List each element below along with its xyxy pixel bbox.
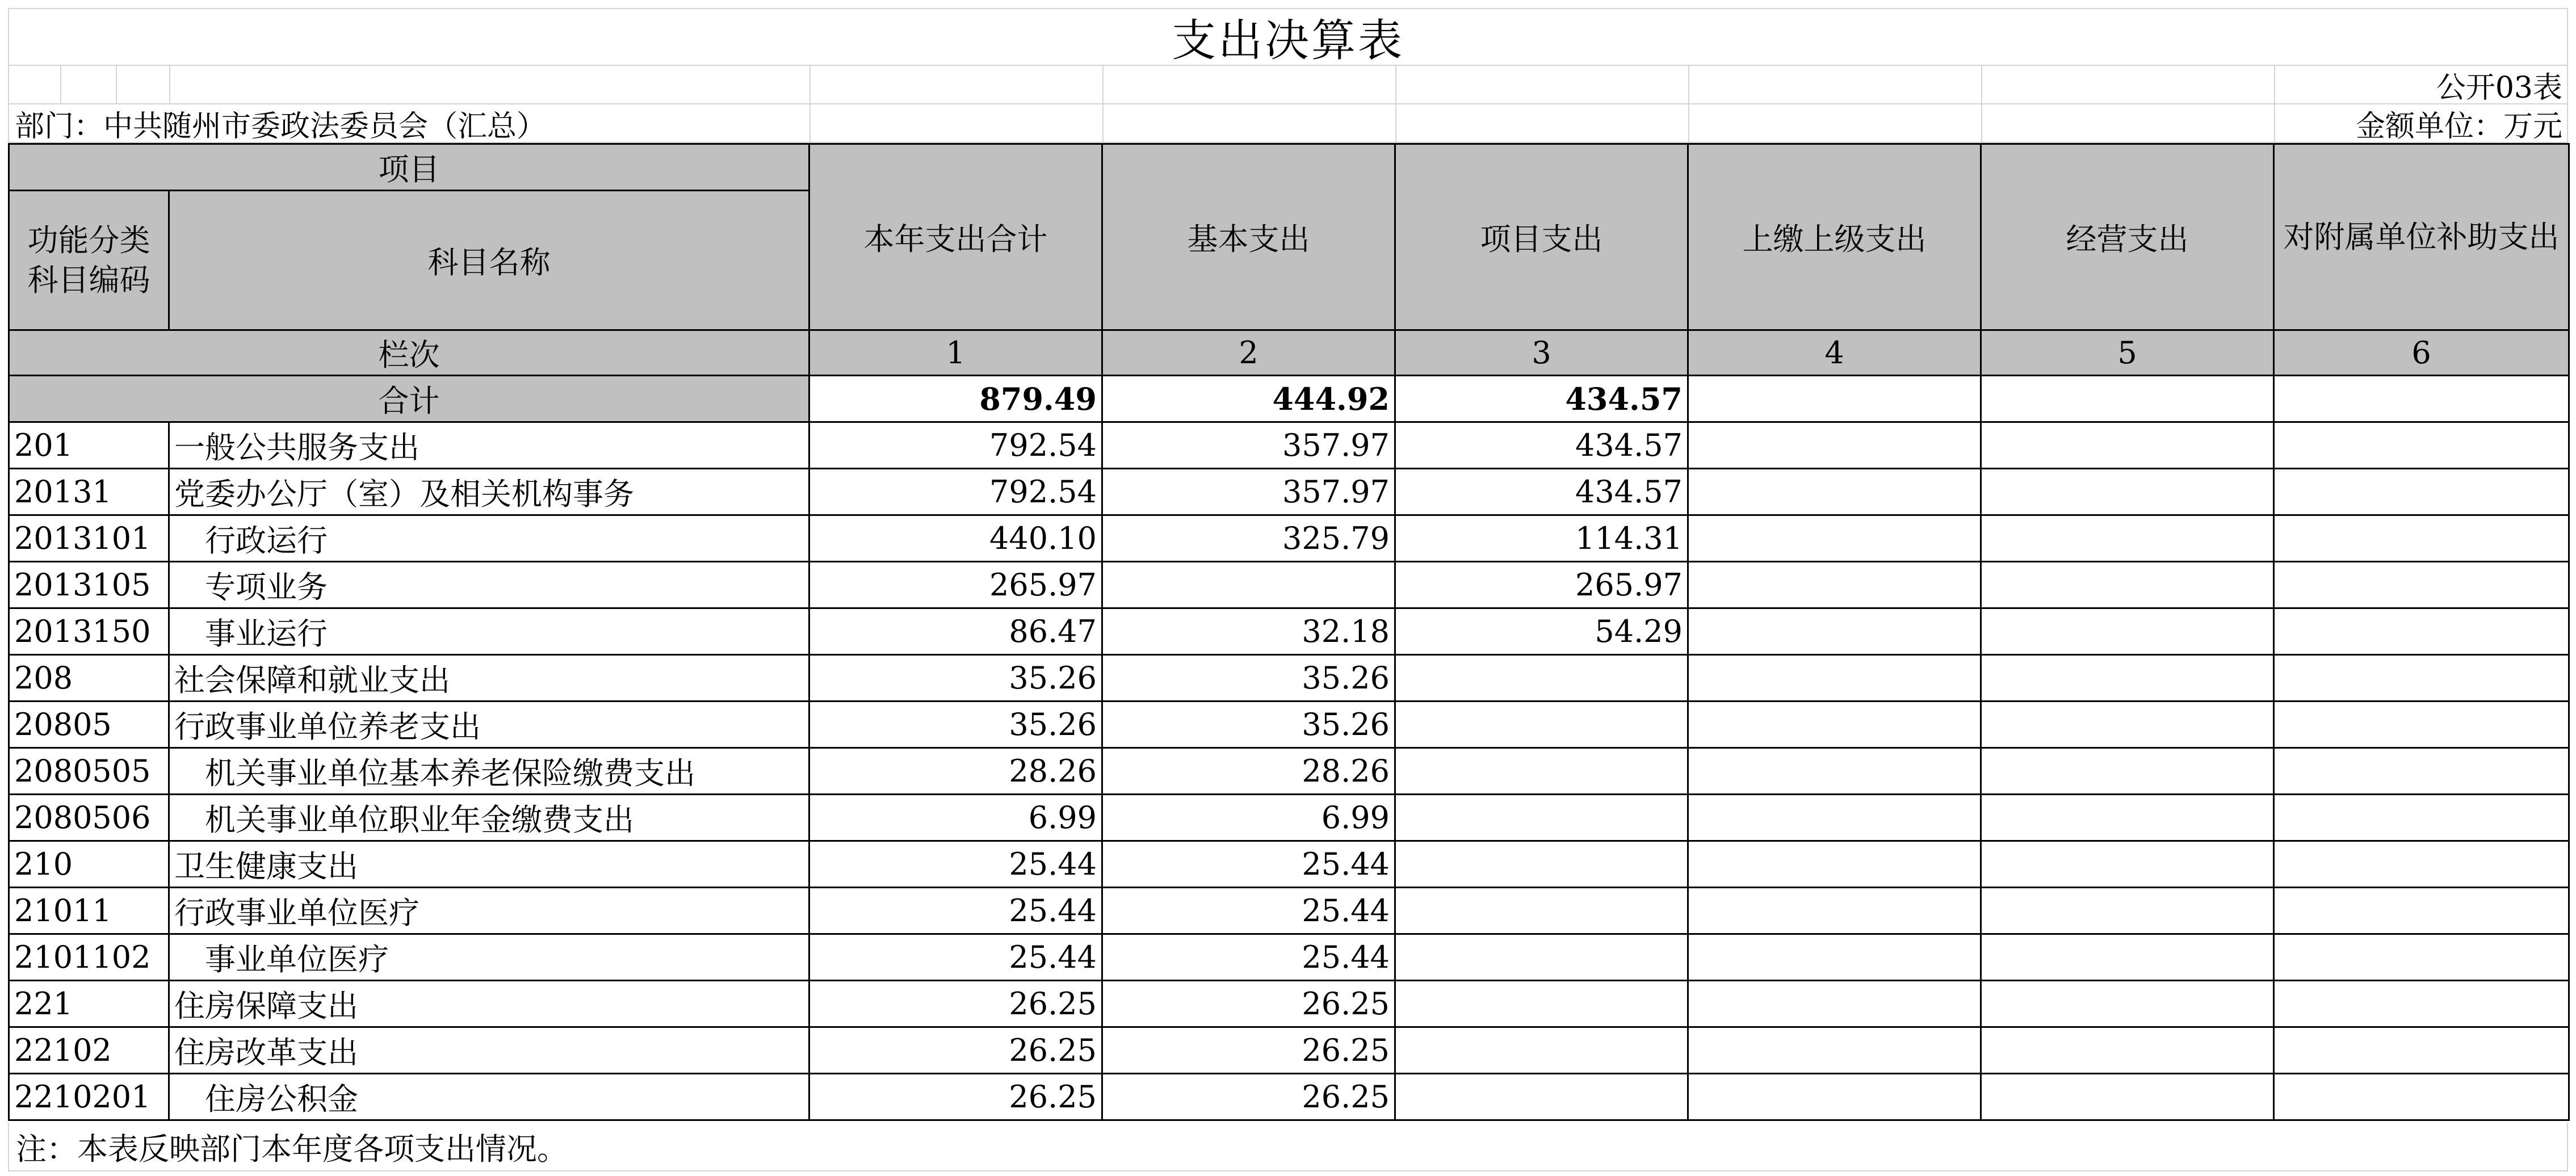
- amount-cell: [1981, 469, 2274, 515]
- amount-cell: [1981, 702, 2274, 748]
- subject-code: 2013150: [9, 608, 169, 655]
- subject-code: 210: [9, 841, 169, 888]
- amount-cell: [1688, 934, 1981, 981]
- amount-cell: 265.97: [809, 562, 1102, 608]
- subject-code: 2013101: [9, 515, 169, 562]
- amount-cell: [2274, 608, 2569, 655]
- amount-cell: 6.99: [809, 795, 1102, 841]
- subject-name: 卫生健康支出: [169, 841, 809, 888]
- amount-cell: [1395, 655, 1688, 702]
- amount-cell: 28.26: [1102, 748, 1395, 795]
- header-col-3: 项目支出: [1395, 144, 1688, 330]
- amount-cell: 325.79: [1102, 515, 1395, 562]
- amount-cell: [1688, 608, 1981, 655]
- subject-code: 20805: [9, 702, 169, 748]
- amount-cell: 792.54: [809, 422, 1102, 469]
- amount-cell: [2274, 562, 2569, 608]
- amount-unit: 金额单位：万元: [2355, 109, 2562, 144]
- department-row: [8, 104, 2568, 143]
- amount-cell: 434.57: [1395, 422, 1688, 469]
- amount-cell: 35.26: [809, 655, 1102, 702]
- subject-name: 行政运行: [169, 515, 809, 562]
- total-value: [2274, 376, 2569, 422]
- subject-name: 行政事业单位医疗: [169, 888, 809, 934]
- amount-cell: [1981, 934, 2274, 981]
- amount-cell: [2274, 702, 2569, 748]
- amount-cell: [1688, 888, 1981, 934]
- amount-cell: 357.97: [1102, 422, 1395, 469]
- amount-cell: 32.18: [1102, 608, 1395, 655]
- table-row: [9, 702, 2569, 748]
- amount-cell: 54.29: [1395, 608, 1688, 655]
- subject-code: 2210201: [9, 1074, 169, 1120]
- subject-name: 机关事业单位基本养老保险缴费支出: [169, 748, 809, 795]
- column-index: 6: [2274, 330, 2569, 376]
- amount-cell: [2274, 515, 2569, 562]
- subject-name: 行政事业单位养老支出: [169, 702, 809, 748]
- subject-name: 一般公共服务支出: [169, 422, 809, 469]
- amount-cell: [2274, 655, 2569, 702]
- column-index: 5: [1981, 330, 2274, 376]
- table-row: [9, 608, 2569, 655]
- subject-name: 专项业务: [169, 562, 809, 608]
- column-index: 2: [1102, 330, 1395, 376]
- amount-cell: [2274, 934, 2569, 981]
- amount-cell: 35.26: [1102, 655, 1395, 702]
- amount-cell: [2274, 469, 2569, 515]
- amount-cell: [1395, 1074, 1688, 1120]
- amount-cell: [1688, 562, 1981, 608]
- table-row: [9, 1074, 2569, 1120]
- total-value: 434.57: [1395, 376, 1688, 422]
- table-row: [9, 469, 2569, 515]
- amount-cell: [1395, 981, 1688, 1027]
- amount-cell: [2274, 795, 2569, 841]
- amount-cell: 440.10: [809, 515, 1102, 562]
- amount-cell: 265.97: [1395, 562, 1688, 608]
- amount-cell: [2274, 888, 2569, 934]
- subject-name: 事业运行: [169, 608, 809, 655]
- amount-cell: [1688, 469, 1981, 515]
- subject-code: 22102: [9, 1027, 169, 1074]
- subject-code: 2013105: [9, 562, 169, 608]
- header-col-5: 经营支出: [1981, 144, 2274, 330]
- amount-cell: [1688, 1074, 1981, 1120]
- amount-cell: 434.57: [1395, 469, 1688, 515]
- amount-cell: [1981, 1074, 2274, 1120]
- table-row: [9, 841, 2569, 888]
- amount-cell: 25.44: [809, 841, 1102, 888]
- amount-cell: [1688, 981, 1981, 1027]
- amount-cell: [1688, 795, 1981, 841]
- amount-cell: [1981, 515, 2274, 562]
- subject-name: 住房保障支出: [169, 981, 809, 1027]
- total-value: [1688, 376, 1981, 422]
- amount-cell: 26.25: [1102, 1027, 1395, 1074]
- amount-cell: [1395, 841, 1688, 888]
- amount-cell: [2274, 841, 2569, 888]
- form-number: 公开03表: [2436, 70, 2562, 105]
- column-index-label: 栏次: [9, 330, 809, 376]
- amount-cell: 114.31: [1395, 515, 1688, 562]
- total-label: 合计: [9, 376, 809, 422]
- amount-cell: [1102, 562, 1395, 608]
- subject-code: 221: [9, 981, 169, 1027]
- amount-cell: 357.97: [1102, 469, 1395, 515]
- table-row: [9, 934, 2569, 981]
- amount-cell: [1981, 1027, 2274, 1074]
- amount-cell: 792.54: [809, 469, 1102, 515]
- amount-cell: 26.25: [1102, 1074, 1395, 1120]
- table-row: [9, 562, 2569, 608]
- amount-cell: [2274, 422, 2569, 469]
- header-col-4: 上缴上级支出: [1688, 144, 1981, 330]
- amount-cell: [1688, 841, 1981, 888]
- subject-code: 201: [9, 422, 169, 469]
- amount-cell: [1688, 422, 1981, 469]
- total-value: 444.92: [1102, 376, 1395, 422]
- header-name: 科目名称: [169, 191, 809, 330]
- amount-cell: [1395, 795, 1688, 841]
- header-col-2: 基本支出: [1102, 144, 1395, 330]
- amount-cell: [1981, 981, 2274, 1027]
- table-row: [9, 981, 2569, 1027]
- amount-cell: [2274, 748, 2569, 795]
- header-col-1: 本年支出合计: [809, 144, 1102, 330]
- table-row: [9, 515, 2569, 562]
- header-item: 项目: [9, 144, 809, 191]
- subject-code: 20131: [9, 469, 169, 515]
- subject-name: 住房公积金: [169, 1074, 809, 1120]
- subject-code: 2080505: [9, 748, 169, 795]
- table-row: [9, 795, 2569, 841]
- column-index: 4: [1688, 330, 1981, 376]
- department-label: 部门：中共随州市委政法委员会（汇总）: [15, 109, 547, 144]
- amount-cell: [2274, 981, 2569, 1027]
- total-row: [9, 376, 2569, 422]
- table-note: 注：本表反映部门本年度各项支出情况。: [8, 1123, 2568, 1171]
- subject-code: 208: [9, 655, 169, 702]
- amount-cell: 25.44: [1102, 934, 1395, 981]
- amount-cell: 25.44: [1102, 841, 1395, 888]
- amount-cell: [1981, 655, 2274, 702]
- amount-cell: [1395, 748, 1688, 795]
- subject-code: 2080506: [9, 795, 169, 841]
- amount-cell: 26.25: [809, 981, 1102, 1027]
- amount-cell: 25.44: [809, 934, 1102, 981]
- amount-cell: [2274, 1074, 2569, 1120]
- amount-cell: [1981, 608, 2274, 655]
- subject-name: 社会保障和就业支出: [169, 655, 809, 702]
- amount-cell: [1688, 1027, 1981, 1074]
- amount-cell: 35.26: [1102, 702, 1395, 748]
- subject-name: 事业单位医疗: [169, 934, 809, 981]
- amount-cell: 25.44: [809, 888, 1102, 934]
- subject-code: 2101102: [9, 934, 169, 981]
- column-index: 1: [809, 330, 1102, 376]
- total-value: [1981, 376, 2274, 422]
- table-row: [9, 1027, 2569, 1074]
- subject-name: 党委办公厅（室）及相关机构事务: [169, 469, 809, 515]
- amount-cell: [1688, 748, 1981, 795]
- table-row: [9, 422, 2569, 469]
- amount-cell: [1981, 795, 2274, 841]
- amount-cell: [1688, 702, 1981, 748]
- amount-cell: 26.25: [1102, 981, 1395, 1027]
- header-code: 功能分类科目编码: [9, 191, 169, 330]
- table-row: [9, 888, 2569, 934]
- amount-cell: 26.25: [809, 1074, 1102, 1120]
- amount-cell: [1981, 562, 2274, 608]
- amount-cell: 26.25: [809, 1027, 1102, 1074]
- amount-cell: [2274, 1027, 2569, 1074]
- table-row: [9, 748, 2569, 795]
- form-number-row: [8, 66, 2568, 104]
- amount-cell: [1981, 748, 2274, 795]
- amount-cell: 25.44: [1102, 888, 1395, 934]
- amount-cell: [1688, 515, 1981, 562]
- amount-cell: [1395, 702, 1688, 748]
- amount-cell: 28.26: [809, 748, 1102, 795]
- total-value: 879.49: [809, 376, 1102, 422]
- amount-cell: [1981, 841, 2274, 888]
- amount-cell: 6.99: [1102, 795, 1395, 841]
- header-col-6: 对附属单位补助支出: [2274, 144, 2569, 330]
- subject-name: 住房改革支出: [169, 1027, 809, 1074]
- column-index: 3: [1395, 330, 1688, 376]
- page-title: 支出决算表: [8, 8, 2568, 66]
- amount-cell: [1981, 888, 2274, 934]
- amount-cell: 35.26: [809, 702, 1102, 748]
- amount-cell: [1981, 422, 2274, 469]
- subject-name: 机关事业单位职业年金缴费支出: [169, 795, 809, 841]
- amount-cell: 86.47: [809, 608, 1102, 655]
- subject-code: 21011: [9, 888, 169, 934]
- table-row: [9, 655, 2569, 702]
- amount-cell: [1395, 1027, 1688, 1074]
- amount-cell: [1395, 888, 1688, 934]
- amount-cell: [1395, 934, 1688, 981]
- expenditure-table: [8, 143, 2570, 1121]
- amount-cell: [1688, 655, 1981, 702]
